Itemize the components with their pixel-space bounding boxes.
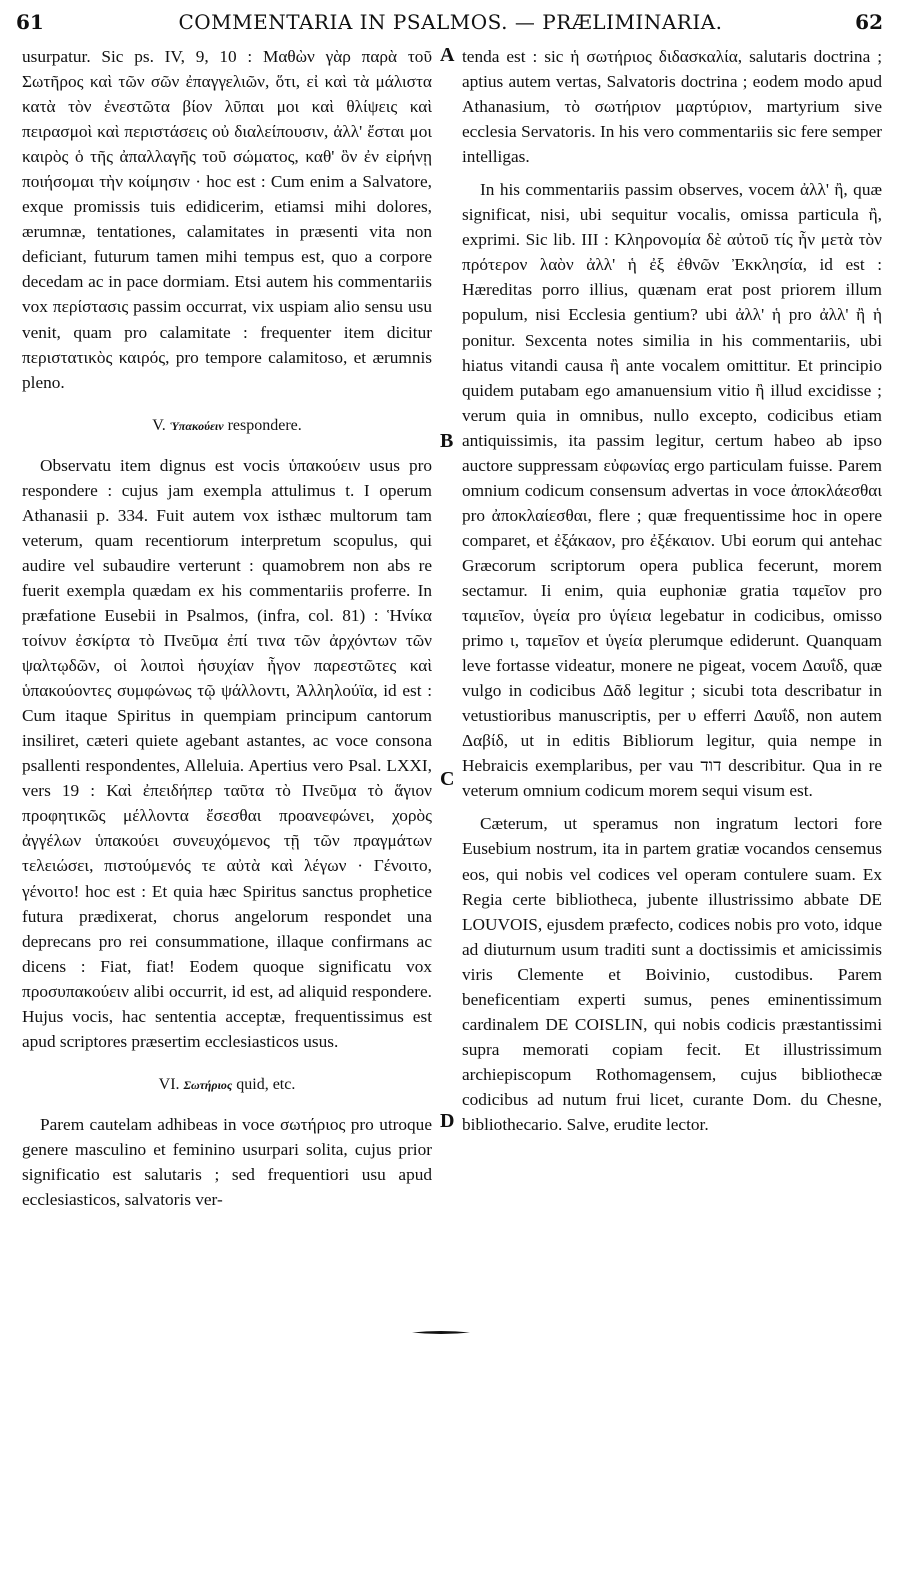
paragraph: Observatu item dignus est vocis ὑπακούειν usus pro respondere : cujus jam exempla attulimus t. I operum Athanasii p. 334. Fuit autem vox isthæc multorum tam veterum, quam recentiorum interpretum scopulus, qui audire vel subaudire verterunt : quamobrem non abs re fuerit exempla quædam ex his commentariis proferre. In præfatione Eusebii in Psalmos, (infra, col. 81) : Ἡνίκα τοίνυν ἐσκίρτα τὸ Πνεῦμα ἐπί τινα τῶν ἀρχόντων τῶν ψαλτῳδῶν, οἱ λοιποὶ ἡσυχίαν ἦγον παρεστῶτες καὶ ὑπακούοντες συμφώνως τῷ ψάλλοντι, Ἀλληλούϊα, id est : Cum itaque Spiritus in quempiam principum cantorum insiliret, cæteri quiete agebant astantes, ac voce consona psallenti respondentes, Alleluia. Apertius vero Psal. LXXI, vers 19 : Καὶ ἐπειδήπερ ταῦτα τὸ Πνεῦμα τὸ ἅγιον προφητικῶς μέλλοντα ἔσεσθαι προανεφώνει, χορὸς ἀγγέλων ὑπακούει συνευχόμενος τῇ τῶν πραγμάτων τελειώσει, πιστούμενός τε αὐτὰ καὶ λέγων · Γένοιτο, γένοιτο! hoc est : Et quia hæc Spiritus sanctus prophetice futura prædixerat, chorus angelorum respondet una deprecans pro rei consummatione, illaque confirmans ac dicens : Fiat, fiat! Eodem quoque significatu vox προσυπακούειν alibi occurrit, id est, ad aliquid respondere. Hujus vocis, hac sententia acceptæ, frequentissimus est apud scriptores præsertim ecclesiasticos usus. (22, 455, 432, 1051)
section-heading-v (22, 413, 432, 439)
running-header (0, 10, 901, 40)
paragraph: tenda est : sic ἡ σωτήριος διδασκαλία, salutaris doctrina ; aptius autem vertas, Salvatoris doctrina ; eodem modo apud Athanasium, τὸ σωτήριον μαρτύριον, martyrium sive ecclesia Servatoris. In his vero commentariis sic fere semper intelligas. (462, 47, 882, 167)
heading-number: V. (152, 416, 166, 434)
margin-marker-b: B (440, 430, 454, 452)
heading-text: quid, etc. (236, 1075, 296, 1093)
heading-greek: Σωτήριος (183, 1077, 233, 1092)
page-number-right: 62 (855, 10, 883, 34)
margin-marker-c: C (440, 768, 455, 790)
paragraph: Parem cautelam adhibeas in voce σωτήριος pro utroque genere masculino et feminino usurpari solita, cujus prior significatio est salutaris ; sed frequentiori usu apud ecclesiasticos, salvatoris ver- (22, 1114, 432, 1210)
heading-greek: Ὑπακούειν (169, 418, 224, 433)
page-number-left: 61 (16, 10, 44, 34)
heading-number: VI. (158, 1075, 180, 1093)
left-column (22, 44, 432, 1212)
right-column (462, 44, 882, 1137)
paragraph: Cæterum, ut speramus non ingratum lectori fore Eusebium nostrum, ita in partem gratiæ vocandos censemus eos, qui nobis vel codices vel operam contulere suam. Ex Regia certe bibliotheca, jubente illustrissimo abbate DE LOUVOIS, ejusdem præfecto, codices nobis pro voto, idque ad diuturnum usum traditi sunt a doctissimis et amicissimis viris Clemente et Boivinio, custodibus. Parem beneficentiam experti sumus, penes eminentissimum cardinalem DE COISLIN, qui nobis codicis præstantissimi supra memorati copiam fecit. Et illustrissimum archiepiscopum Rothomagensem, cujus bibliothecæ codicibus ad nutum frui licet, curante Dom. du Chesne, bibliothecario. Salve, erudite lector. (462, 814, 882, 1134)
margin-marker-a: A (440, 44, 455, 66)
heading-text: respondere. (227, 416, 302, 434)
paragraph: In his commentariis passim observes, vocem ἀλλ' ἢ, quæ significat, nisi, ubi sequitur vocalis, omissa particula ἢ, exprimi. Sic lib. III : Κληρονομία δὲ αὐτοῦ τίς ἦν μετὰ τὸν πρότερον λαὸν ἀλλ' ἡ ἐξ ἐθνῶν Ἐκκλησία, id est : Hæreditas porro illius, quænam erat post priorem illum populum, nisi Ecclesia gentium? ubi ἀλλ' ἡ pro ἀλλ' ἢ ἡ ponitur. Sexcenta notes similia in his commentariis, ubi hiatus vitandi causa ἢ ante vocalem omittitur. Et principio quidem putabam ego amanuensium vitio ἢ illud excidisse ; verum quia in omnibus, nullo excepto, codicibus etiam antiquissimis, ita passim legitur, certum habeo ab ipso auctore suppressam εὐφωνίας ergo particulam fuisse. Parem omnium codicum consensum advertas in voce ἀποκλάεσθαι pro ἀποκλαίεσθαι, flere ; quæ frequentissime hoc in opere comparet, et ἐξάκαον, pro ἐξέκαιον. Ubi eorum qui antehac Græcorum scriptorum opera publica fecerunt, morem sectamur. Ii enim, quia euphoniæ gratia ταμεῖον pro ταμιεῖον, ὑγεία pro ὑγίεια legebatur in codicibus, omisso primo ι, ταμεῖον et ὑγεία plerumque ediderunt. Quanquam leve fortasse videatur, monere ne pigeat, vocem Δαυΐδ, quæ vulgo in codicibus Δᾶδ legitur ; sicubi tota describatur in vetustioribus manuscriptis, per υ efferri Δαυΐδ, non autem Δαβίδ, ut in editis Bibliorum legitur, quia nempe in Hebraicis exemplaribus, per vau דוד describitur. Qua in re veterum omnium codicum morem sequi visum est. (462, 180, 882, 801)
section-heading-vi (22, 1072, 432, 1098)
margin-marker-d: D (440, 1110, 455, 1132)
running-title: COMMENTARIA IN PSALMOS. — PRÆLIMINARIA. (178, 10, 723, 34)
paragraph: usurpatur. Sic ps. IV, 9, 10 : Μαθὼν γὰρ παρὰ τοῦ Σωτῆρος καὶ τῶν σῶν ἐπαγγελιῶν, ὅτι, εἰ καὶ τὰ μάλιστα κατὰ τὸν ἐνεστῶτα βίον λῦπαι μοι καὶ θλίψεις καὶ πειρασμοὶ καὶ περιστάσεις οὐ διαλείπουσιν, ἀλλ' ἔσται μοι καιρὸς ὁ τῆς ἀπαλλαγῆς τοῦ σώματος, καθ' ὃν ἐν εἰρήνῃ ποιήσομαι τὴν κοίμησιν · hoc est : Cum enim a Salvatore, exque promissis tuis edidicerim, etiamsi mihi dolores, ærumnæ, tentationes, calamitates in præsenti vita non deficiant, futurum tamen mihi tempus est, quo a corpore decedam ac in pace dormiam. Etsi autem his commentariis vox περίστασις passim occurrat, vix uspiam alio sensu usu venit, quam pro calamitate : frequenter item dicitur περιστατικὸς καιρός, pro tempore calamitoso, et ærumnis pleno. (22, 47, 432, 392)
end-ornament (412, 1330, 470, 1335)
